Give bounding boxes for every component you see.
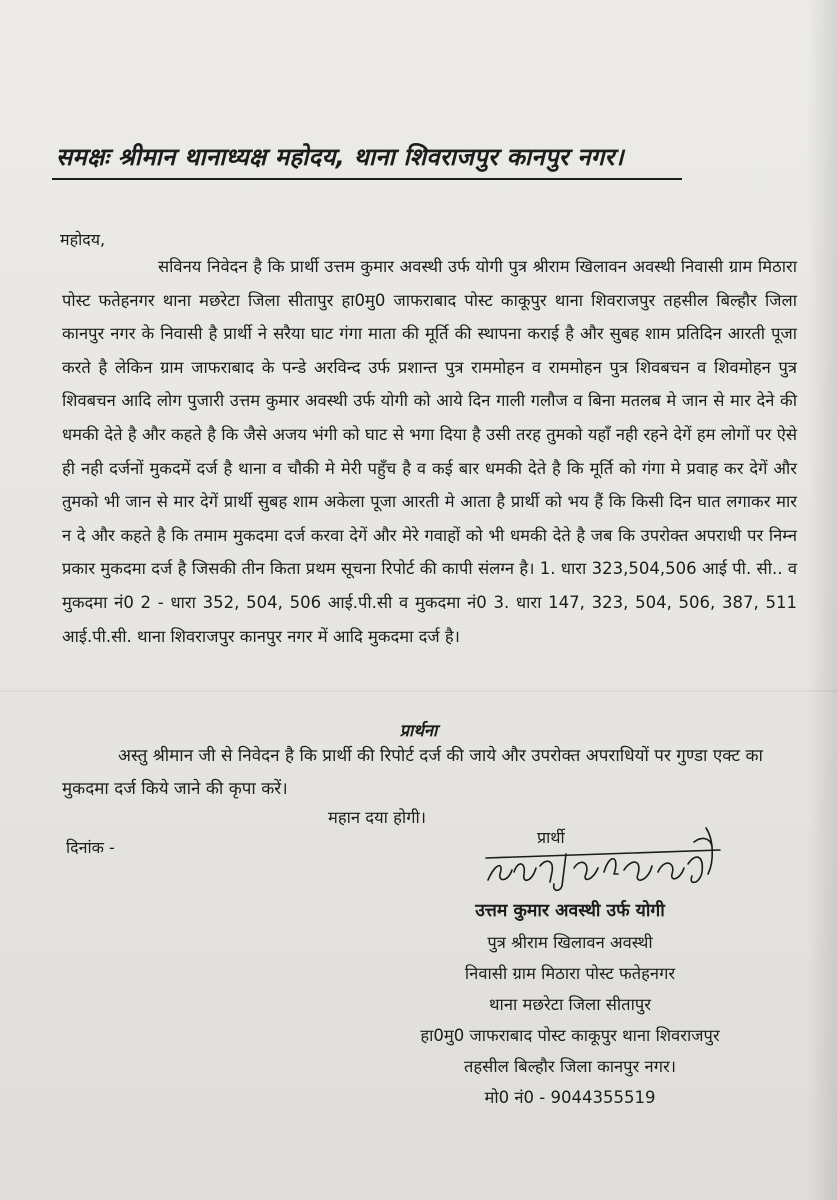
- sender-address-line3: हा0मु0 जाफराबाद पोस्ट काकूपुर थाना शिवराजपुर: [420, 1026, 720, 1045]
- prayer-heading: प्रार्थना: [399, 721, 438, 740]
- sender-father: पुत्र श्रीराम खिलावन अवस्थी: [487, 933, 653, 952]
- sender-address-line2: थाना मछरेटा जिला सीतापुर: [489, 995, 651, 1014]
- handwritten-signature: [482, 822, 722, 894]
- sender-mobile: मो0 नं0 - 9044355519: [484, 1088, 656, 1107]
- heading-underline: [52, 178, 682, 180]
- sender-address-line4: तहसील बिल्हौर जिला कानपुर नगर।: [464, 1057, 676, 1076]
- sender-address-line1: निवासी ग्राम मिठारा पोस्ट फतेहनगर: [464, 964, 676, 983]
- letter-heading: समक्षः श्रीमान थानाध्यक्ष महोदय, थाना शिवराजपुर कानपुर नगर।: [56, 143, 624, 171]
- date-label: दिनांक -: [66, 838, 115, 857]
- salutation: महोदय,: [60, 230, 106, 249]
- paper-fold: [0, 690, 837, 692]
- sender-block: [300, 896, 837, 1113]
- letter-body: सविनय निवेदन है कि प्रार्थी उत्तम कुमार अवस्थी उर्फ योगी पुत्र श्रीराम खिलावन अवस्थी निवासी ग्राम मिठारा पोस्ट फतेहनगर थाना मछरेटा जिला सीतापुर हा0मु0 जाफराबाद पोस्ट काकूपुर थाना शिवराजपुर तहसील बिल्हौर जिला कानपुर नगर के निवासी है प्रार्थी ने सरैया घाट गंगा माता की मूर्ति की स्थापना कराई है और सुबह शाम प्रतिदिन आरती पूजा करते है लेकिन ग्राम जाफराबाद के पन्डे अरविन्द उर्फ प्रशान्त पुत्र राममोहन व राममोहन पुत्र शिवबचन व शिवमोहन पुत्र शिवबचन आदि लोग पुजारी उत्तम कुमार अवस्थी उर्फ योगी को आये दिन गाली गलौज व बिना मतलब मे जान से मार देने की धमकी देते है और कहते है कि जैसे अजय भंगी को घाट से भगा दिया है उसी तरह तुमको यहाँ नही रहने देगें हम लोगों पर ऐसे ही नही दर्जनों मुकदमें दर्ज है थाना व चौकी मे मेरी पहुँच है व कई बार धमकी देते है कि मूर्ति को गंगा मे प्रवाह कर देगें और तुमको भी जान से मार देगें प्रार्थी सुबह शाम अकेला पूजा आरती मे आता है प्रार्थी को भय हैं कि किसी दिन घात लगाकर मार न दे और कहते है कि तमाम मुकदमा दर्ज करवा देगें और मेरे गवाहों को भी धमकी देते है जब कि उपरोक्त अपराधी पर निम्न प्रकार मुकदमा दर्ज है जिसकी तीन किता प्रथम सूचना रिपोर्ट की कापी संलग्न है। 1. धारा 323,504,506 आई पी. सी.. व मुकदमा नं0 2 - धारा 352, 504, 506 आई.पी.सी व मुकदमा नं0 3. धारा 147, 323, 504, 506, 387, 511 आई.पी.सी. थाना शिवराजपुर कानपुर नगर में आदि मुकदमा दर्ज है।: [62, 257, 797, 646]
- closing-line: महान दया होगी।: [328, 808, 427, 827]
- applicant-label: प्रार्थी: [537, 828, 565, 847]
- sender-name: उत्तम कुमार अवस्थी उर्फ योगी: [475, 901, 665, 921]
- prayer-text: अस्तु श्रीमान जी से निवेदन है कि प्रार्थी की रिपोर्ट दर्ज की जाये और उपरोक्त अपराधियों पर गुण्डा एक्ट का मुकदमा दर्ज किये जाने की कृपा करें।: [62, 746, 763, 799]
